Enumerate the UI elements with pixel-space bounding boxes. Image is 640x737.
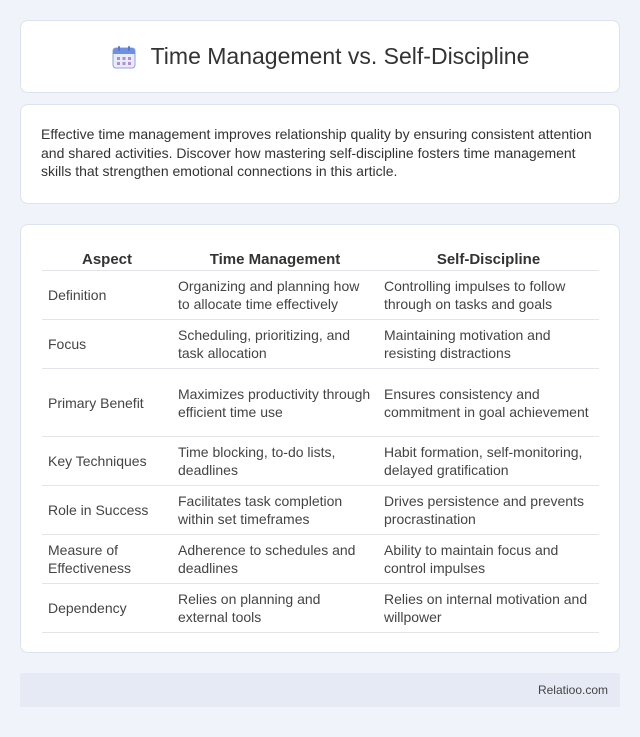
intro-text: Effective time management improves relationship quality by ensuring consistent attention and shared activities. Discover how mastering self-discipline fosters time management skills that strengthen emotional connections in this article. — [41, 126, 592, 179]
cell-self-discipline: Controlling impulses to follow through on tasks and goals — [378, 271, 599, 320]
table-row — [42, 584, 599, 633]
table-row — [42, 369, 599, 437]
cell-self-discipline: Relies on internal motivation and willpower — [378, 584, 599, 633]
intro-card — [20, 104, 620, 204]
cell-aspect: Primary Benefit — [42, 369, 172, 437]
cell-time-management: Scheduling, prioritizing, and task allocation — [172, 320, 378, 369]
cell-aspect: Measure of Effectiveness — [42, 535, 172, 584]
table-row — [42, 535, 599, 584]
table-row — [42, 437, 599, 486]
cell-time-management: Maximizes productivity through efficient time use — [172, 369, 378, 437]
column-header-time-management: Time Management — [172, 245, 378, 271]
cell-time-management: Adherence to schedules and deadlines — [172, 535, 378, 584]
cell-self-discipline: Maintaining motivation and resisting distractions — [378, 320, 599, 369]
cell-aspect: Role in Success — [42, 486, 172, 535]
cell-aspect: Key Techniques — [42, 437, 172, 486]
title-card — [20, 20, 620, 93]
cell-aspect: Definition — [42, 271, 172, 320]
cell-self-discipline: Ensures consistency and commitment in goal achievement — [378, 369, 599, 437]
page-title: Time Management vs. Self-Discipline — [150, 43, 530, 69]
column-header-aspect: Aspect — [42, 245, 172, 271]
calendar-icon — [111, 44, 137, 70]
cell-time-management: Relies on planning and external tools — [172, 584, 378, 633]
cell-aspect: Focus — [42, 320, 172, 369]
table-row — [42, 320, 599, 369]
cell-time-management: Time blocking, to-do lists, deadlines — [172, 437, 378, 486]
table-row — [42, 486, 599, 535]
cell-self-discipline: Ability to maintain focus and control impulses — [378, 535, 599, 584]
comparison-card — [20, 224, 620, 653]
cell-time-management: Organizing and planning how to allocate time effectively — [172, 271, 378, 320]
footer — [20, 673, 620, 707]
cell-self-discipline: Habit formation, self-monitoring, delayed gratification — [378, 437, 599, 486]
table-header-row — [42, 245, 599, 271]
table-row — [42, 271, 599, 320]
footer-site-name: Relatioo.com — [537, 683, 608, 697]
title-wrap — [111, 43, 530, 70]
column-header-self-discipline: Self-Discipline — [378, 245, 599, 271]
cell-aspect: Dependency — [42, 584, 172, 633]
comparison-table — [42, 245, 599, 633]
cell-time-management: Facilitates task completion within set timeframes — [172, 486, 378, 535]
cell-self-discipline: Drives persistence and prevents procrastination — [378, 486, 599, 535]
